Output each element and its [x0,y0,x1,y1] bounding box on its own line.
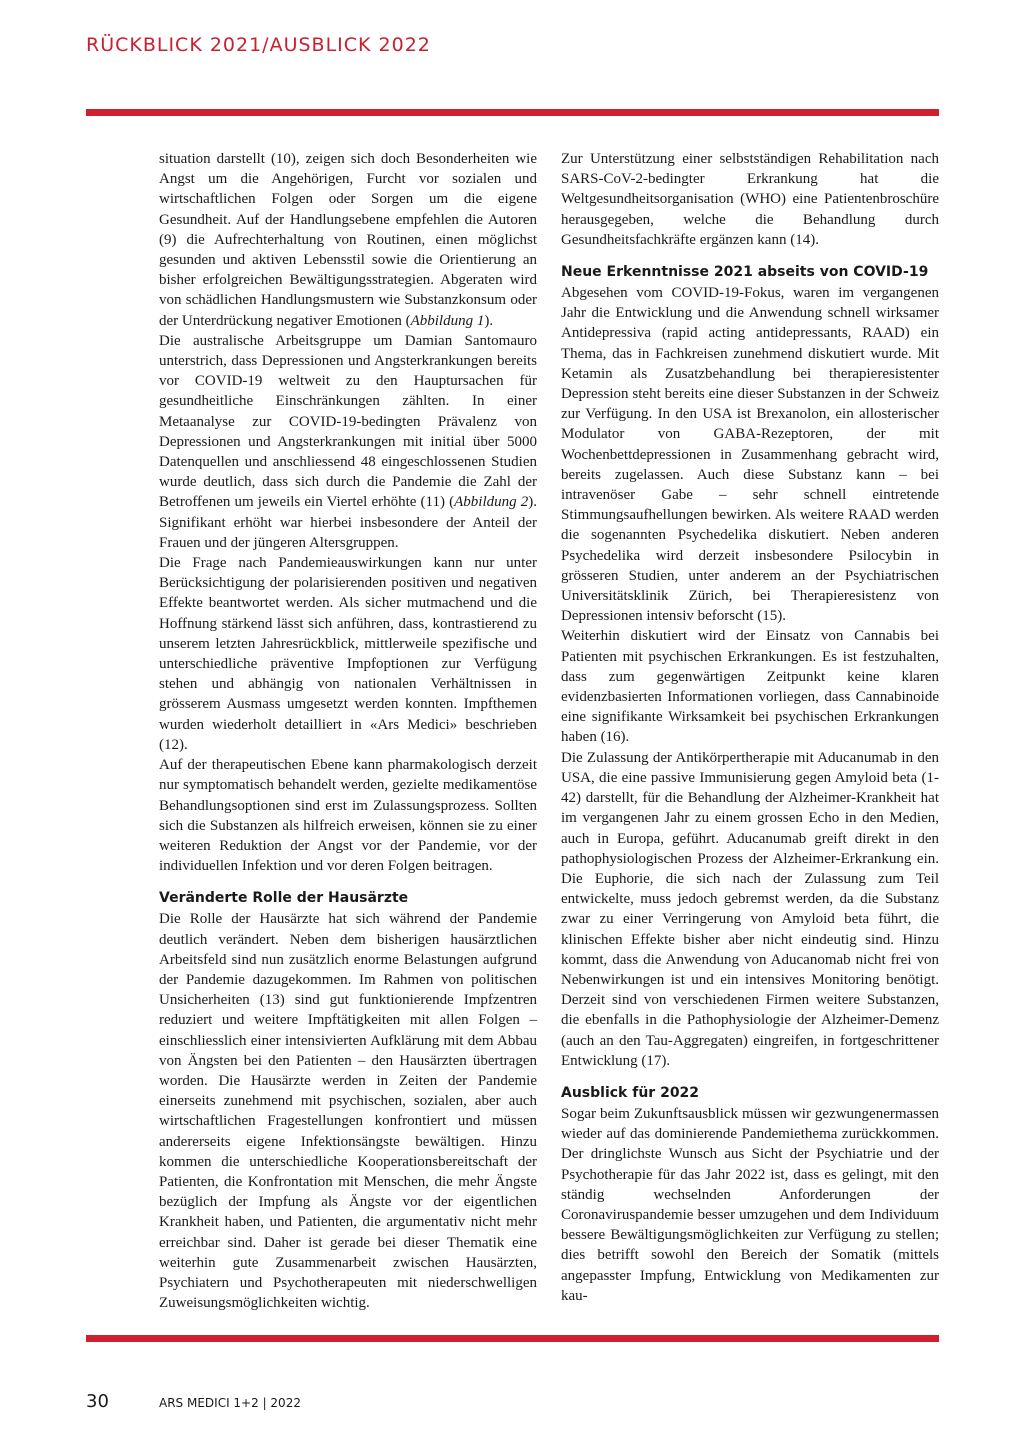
left-column [159,149,537,1313]
section-title: RÜCKBLICK 2021/AUSBLICK 2022 [86,34,431,56]
paragraph: Die australische Arbeitsgruppe um Damian Santomauro unterstrich, dass Depressionen und Angsterkrankungen bereits vor COVID-19 weltweit zu den Hauptursachen für gesundheitliche Einschränkungen zählten. In einer Metaanalyse zur COVID-19-bedingten Prävalenz von Depressionen und Angsterkrankungen mit initial über 5000 Datenquellen und anschliessend 48 eingeschlossenen Studien wurde deutlich, dass sich durch die Pandemie die Zahl der Betroffenen um jeweils ein Viertel erhöhte (11) (Abbildung 2). Signifikant erhöht war hierbei insbesondere der Anteil der Frauen und der jüngeren Altersgruppen. [159,332,537,551]
paragraph: Sogar beim Zukunftsausblick müssen wir gezwungenermassen wieder auf das dominierende Pandemiethema zurückkommen. Der dringlichste Wunsch aus Sicht der Psychiatrie und der Psychotherapie für das Jahr 2022 ist, dass es gelingt, mit den ständig wechselnden Anforderungen der Coronaviruspandemie besser umzugehen und dem Individuum bessere Bewältigungsmöglichkeiten zur Verfügung zu stellen; dies betrifft sowohl den Bereich der Somatik (mittels angepasster Impfung, Entwicklung von Medikamenten zur kau- [561,1105,939,1304]
footer-rule [86,1335,939,1342]
paragraph: Zur Unterstützung einer selbstständigen Rehabilitation nach SARS-CoV-2-bedingter Erkrankung hat die Weltgesundheitsorganisation (WHO) eine Patientenbroschüre herausgegeben, welche die Behandlung durch Gesundheitsfachkräfte ergänzen kann (14). [561,151,939,248]
paragraph: Die Rolle der Hausärzte hat sich während der Pandemie deutlich verändert. Neben dem bisherigen hausärztlichen Arbeitsfeld sind nun zusätzlich enorme Belastungen aufgrund der Pandemie dazugekommen. Im Rahmen von politischen Unsicherheiten (13) sind gut funktionierende Impfzentren reduziert und weitere Impftätigkeiten mit allen Folgen – einschliesslich einer intensivierten Aufklärung mit dem Abbau von Ängsten bei den Patienten – den Hausärzten übertragen worden. Die Hausärzte werden in Zeiten der Pandemie einerseits zunehmend mit psychischen, sozialen, aber auch wirtschaftlichen Fragestellungen konfrontiert und müssen andererseits eigene Infektionsängste bewältigen. Hinzu kommen die unterschiedliche Kooperationsbereitschaft der Patienten, die Konfrontation mit Menschen, die mehr Ängste bezüglich der Impfung als Ängste vor der eigentlichen Krankheit haben, und Patienten, die argumentativ nicht mehr erreichbar sind. Daher ist gerade bei dieser Thematik eine weiterhin gute Zusammenarbeit zwischen Hausärzten, Psychiatern und Psychotherapeuten mit niederschwelligen Zuweisungsmöglichkeiten wichtig. [159,911,537,1312]
right-column [561,149,939,1306]
page-number: 30 [86,1391,109,1412]
section-heading: Neue Erkenntnisse 2021 abseits von COVID-19 [561,264,929,281]
paragraph: Auf der therapeutischen Ebene kann pharmakologisch derzeit nur symptomatisch behandelt werden, gezielte medikamentöse Behandlungsoptionen sind erst im Zulassungsprozess. Sollten sich die Substanzen als hilfreich erweisen, können sie zu einer weiteren Reduktion der Angst vor der Pandemie, vor der individuellen Infektion und vor deren Folgen beitragen. [159,757,537,875]
journal-issue: ARS MEDICI 1+2 | 2022 [159,1396,301,1410]
header-rule [86,109,939,116]
paragraph: Die Zulassung der Antikörpertherapie mit Aducanumab in den USA, die eine passive Immunisierung gegen Amyloid beta (1-42) darstellt, für die Behandlung der Alzheimer-Krankheit hat im vergangenen Jahr zu einem grossen Echo in den Medien, auch in Europa, geführt. Aducanumab greift direkt in den pathophysiologischen Prozess der Alzheimer-Erkrankung ein. Die Euphorie, die sich nach der Zulassung zum Teil entwickelte, muss jedoch gebremst werden, da die Substanz zwar zu einer Verringerung von Amyloid beta führt, die klinischen Effekte bisher aber nicht eindeutig sind. Hinzu kommt, dass die Anwendung von Aducanomab nicht frei von Nebenwirkungen ist und ein intensives Monitoring benötigt. Derzeit sind von verschiedenen Firmen weitere Substanzen, die ebenfalls in die Pathophysiologie der Alzheimer-Demenz (auch an den Tau-Aggregaten) eingreifen, in fortgeschrittener Entwicklung (17). [561,749,939,1069]
figure-reference: Abbildung 1 [410,312,485,329]
section-heading: Ausblick für 2022 [561,1084,700,1101]
section-heading: Veränderte Rolle der Hausärzte [159,890,409,907]
paragraph: situation darstellt (10), zeigen sich doch Besonderheiten wie Angst um die Angehörigen, Furcht vor sozialen und wirtschaftlichen Folgen oder Sorgen um die eigene Gesundheit. Auf der Handlungsebene empfehlen die Autoren (9) die Aufrechterhaltung von Routinen, einen möglichst gesunden und aktiven Lebensstil sowie die Orientierung an bisher erfolgreichen Bewältigungsstrategien. Abgeraten wird von schädlichen Handlungsmustern wie Substanzkonsum oder der Unterdrückung negativer Emotionen (Abbildung 1). [159,151,537,329]
paragraph: Die Frage nach Pandemieauswirkungen kann nur unter Berücksichtigung der polarisierenden positiven und negativen Effekte beantwortet werden. Als sicher mutmachend und die Hoffnung stärkend lässt sich anführen, dass, kontrastierend zu unserem letzten Jahresrückblick, mittlerweile spezifische und unterschiedliche präventive Impfoptionen zur Verfügung stehen und abhängig von nationalen Verhältnissen in grösserem Ausmass umgesetzt werden konnten. Impfthemen wurden wiederholt detailliert in «Ars Medici» beschrieben (12). [159,555,537,753]
figure-reference: Abbildung 2 [454,494,529,511]
paragraph: Abgesehen vom COVID-19-Fokus, waren im vergangenen Jahr die Entwicklung und die Anwendung schnell wirksamer Antidepressiva (rapid acting antidepressants, RAAD) ein Thema, das in Fachkreisen zunehmend diskutiert wurde. Mit Ketamin als Zusatzbehandlung bei therapieresistenter Depression steht bereits eine dieser Substanzen in der Schweiz zur Verfügung. In den USA ist Brexanolon, ein allosterischer Modulator von GABA-Rezeptoren, der mit Wochenbettdepressionen in Zusammenhang gebracht wird, bereits zugelassen. Auch diese Substanz kann – bei intravenöser Gabe – sehr schnell eintretende Stimmungsaufhellungen bewirken. Als weitere RAAD werden die sogenannten Psychedelika diskutiert. Neben anderen Psychedelika wird derzeit insbesondere Psilocybin in grösseren Studien, unter anderem an der Psychiatrischen Universitätsklinik Zürich, bei Therapieresistenz von Depressionen intensiv beforscht (15). [561,285,939,625]
paragraph: Weiterhin diskutiert wird der Einsatz von Cannabis bei Patienten mit psychischen Erkrankungen. Es ist festzuhalten, dass zum gegenwärtigen Zeitpunkt keine klaren evidenzbasierten Informationen vorliegen, dass Cannabinoide eine signifikante Wirksamkeit bei psychischen Erkrankungen haben (16). [561,628,939,746]
